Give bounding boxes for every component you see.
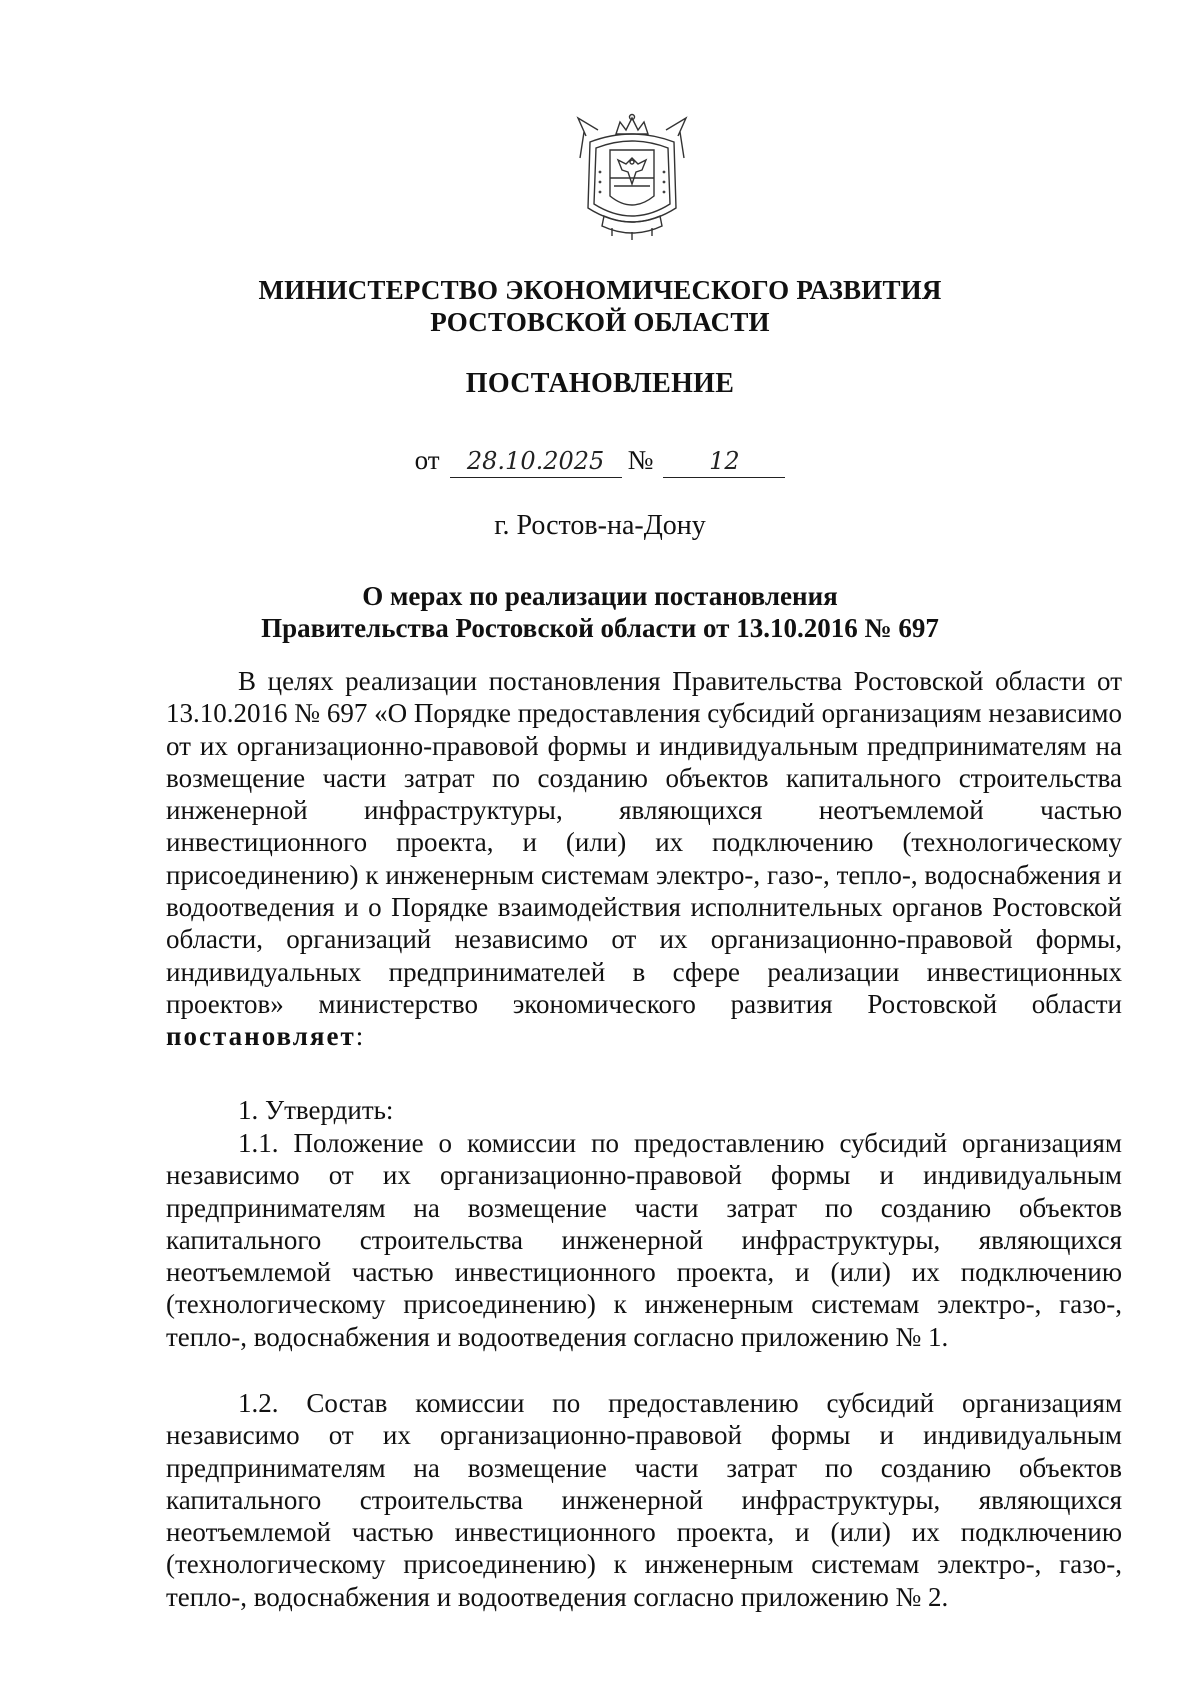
number-field: 12 [663, 445, 785, 478]
item-1-2-text: 1.2. Состав комиссии по предоставлению субсидий организациям независимо от их организационно-правовой формы и индивидуальным предпринимателям на возмещение части затрат по созданию объектов капитального строительства инженерной инфраструктуры, являющихся неотъемлемой частью инвестиционного проекта, и (или) их подключению (технологическому присоединению) к инженерным системам электро-, газо-, тепло-, водоснабжения и водоотведения согласно приложению № 2. [166, 1388, 1122, 1612]
number-prefix: № [627, 445, 654, 475]
document-type: ПОСТАНОВЛЕНИЕ [465, 368, 735, 399]
coat-of-arms-icon [576, 112, 688, 242]
date-number-line [0, 444, 1200, 478]
item-1-1-text: 1.1. Положение о комиссии по предоставлению субсидий организациям независимо от их организационно-правовой формы и индивидуальным предпринимателям на возмещение части затрат по созданию объектов капитального строительства инженерной инфраструктуры, являющихся неотъемлемой частью инвестиционного проекта, и (или) их подключению (технологическому присоединению) к инженерным системам электро-, газо-, тепло-, водоснабжения и водоотведения согласно приложению № 1. [166, 1128, 1122, 1352]
ministry-name-line2: РОСТОВСКОЙ ОБЛАСТИ [430, 307, 770, 337]
preamble-text: В целях реализации постановления Правительства Ростовской области от 13.10.2016 № 697 «О Порядке предоставления субсидий организациям независимо от их организационно-правовой формы и индивидуальным предпринимателям на возмещение части затрат по созданию объектов капитального строительства инженерной инфраструктуры, являющихся неотъемлемой частью инвестиционного проекта, и (или) их подключению (технологическому присоединению) к инженерным системам электро-, газо-, тепло-, водоснабжения и водоотведения и о Порядке взаимодействия исполнительных органов Ростовской области, организаций независимо от их организационно-правовой формы, индивидуальных предпринимателей в сфере реализации инвестиционных проектов» министерство экономического развития Ростовской области [166, 666, 1122, 1019]
subject-line2: Правительства Ростовской области от 13.10.2016 № 697 [261, 613, 939, 643]
resolves-word: постановляет [166, 1021, 356, 1052]
city: г. Ростов-на-Дону [494, 510, 706, 541]
date-field: 28.10.2025 [450, 445, 622, 478]
ministry-name-line1: МИНИСТЕРСТВО ЭКОНОМИЧЕСКОГО РАЗВИТИЯ [258, 275, 942, 305]
date-prefix: от [414, 445, 440, 475]
preamble-paragraph [166, 665, 1122, 1053]
item-1-1 [166, 1127, 1122, 1353]
subject-line1: О мерах по реализации постановления [362, 581, 838, 611]
item-1-text: 1. Утвердить: [238, 1095, 394, 1125]
item-1-2 [166, 1387, 1122, 1613]
item-1 [166, 1094, 1122, 1126]
resolves-suffix: : [355, 1021, 364, 1052]
